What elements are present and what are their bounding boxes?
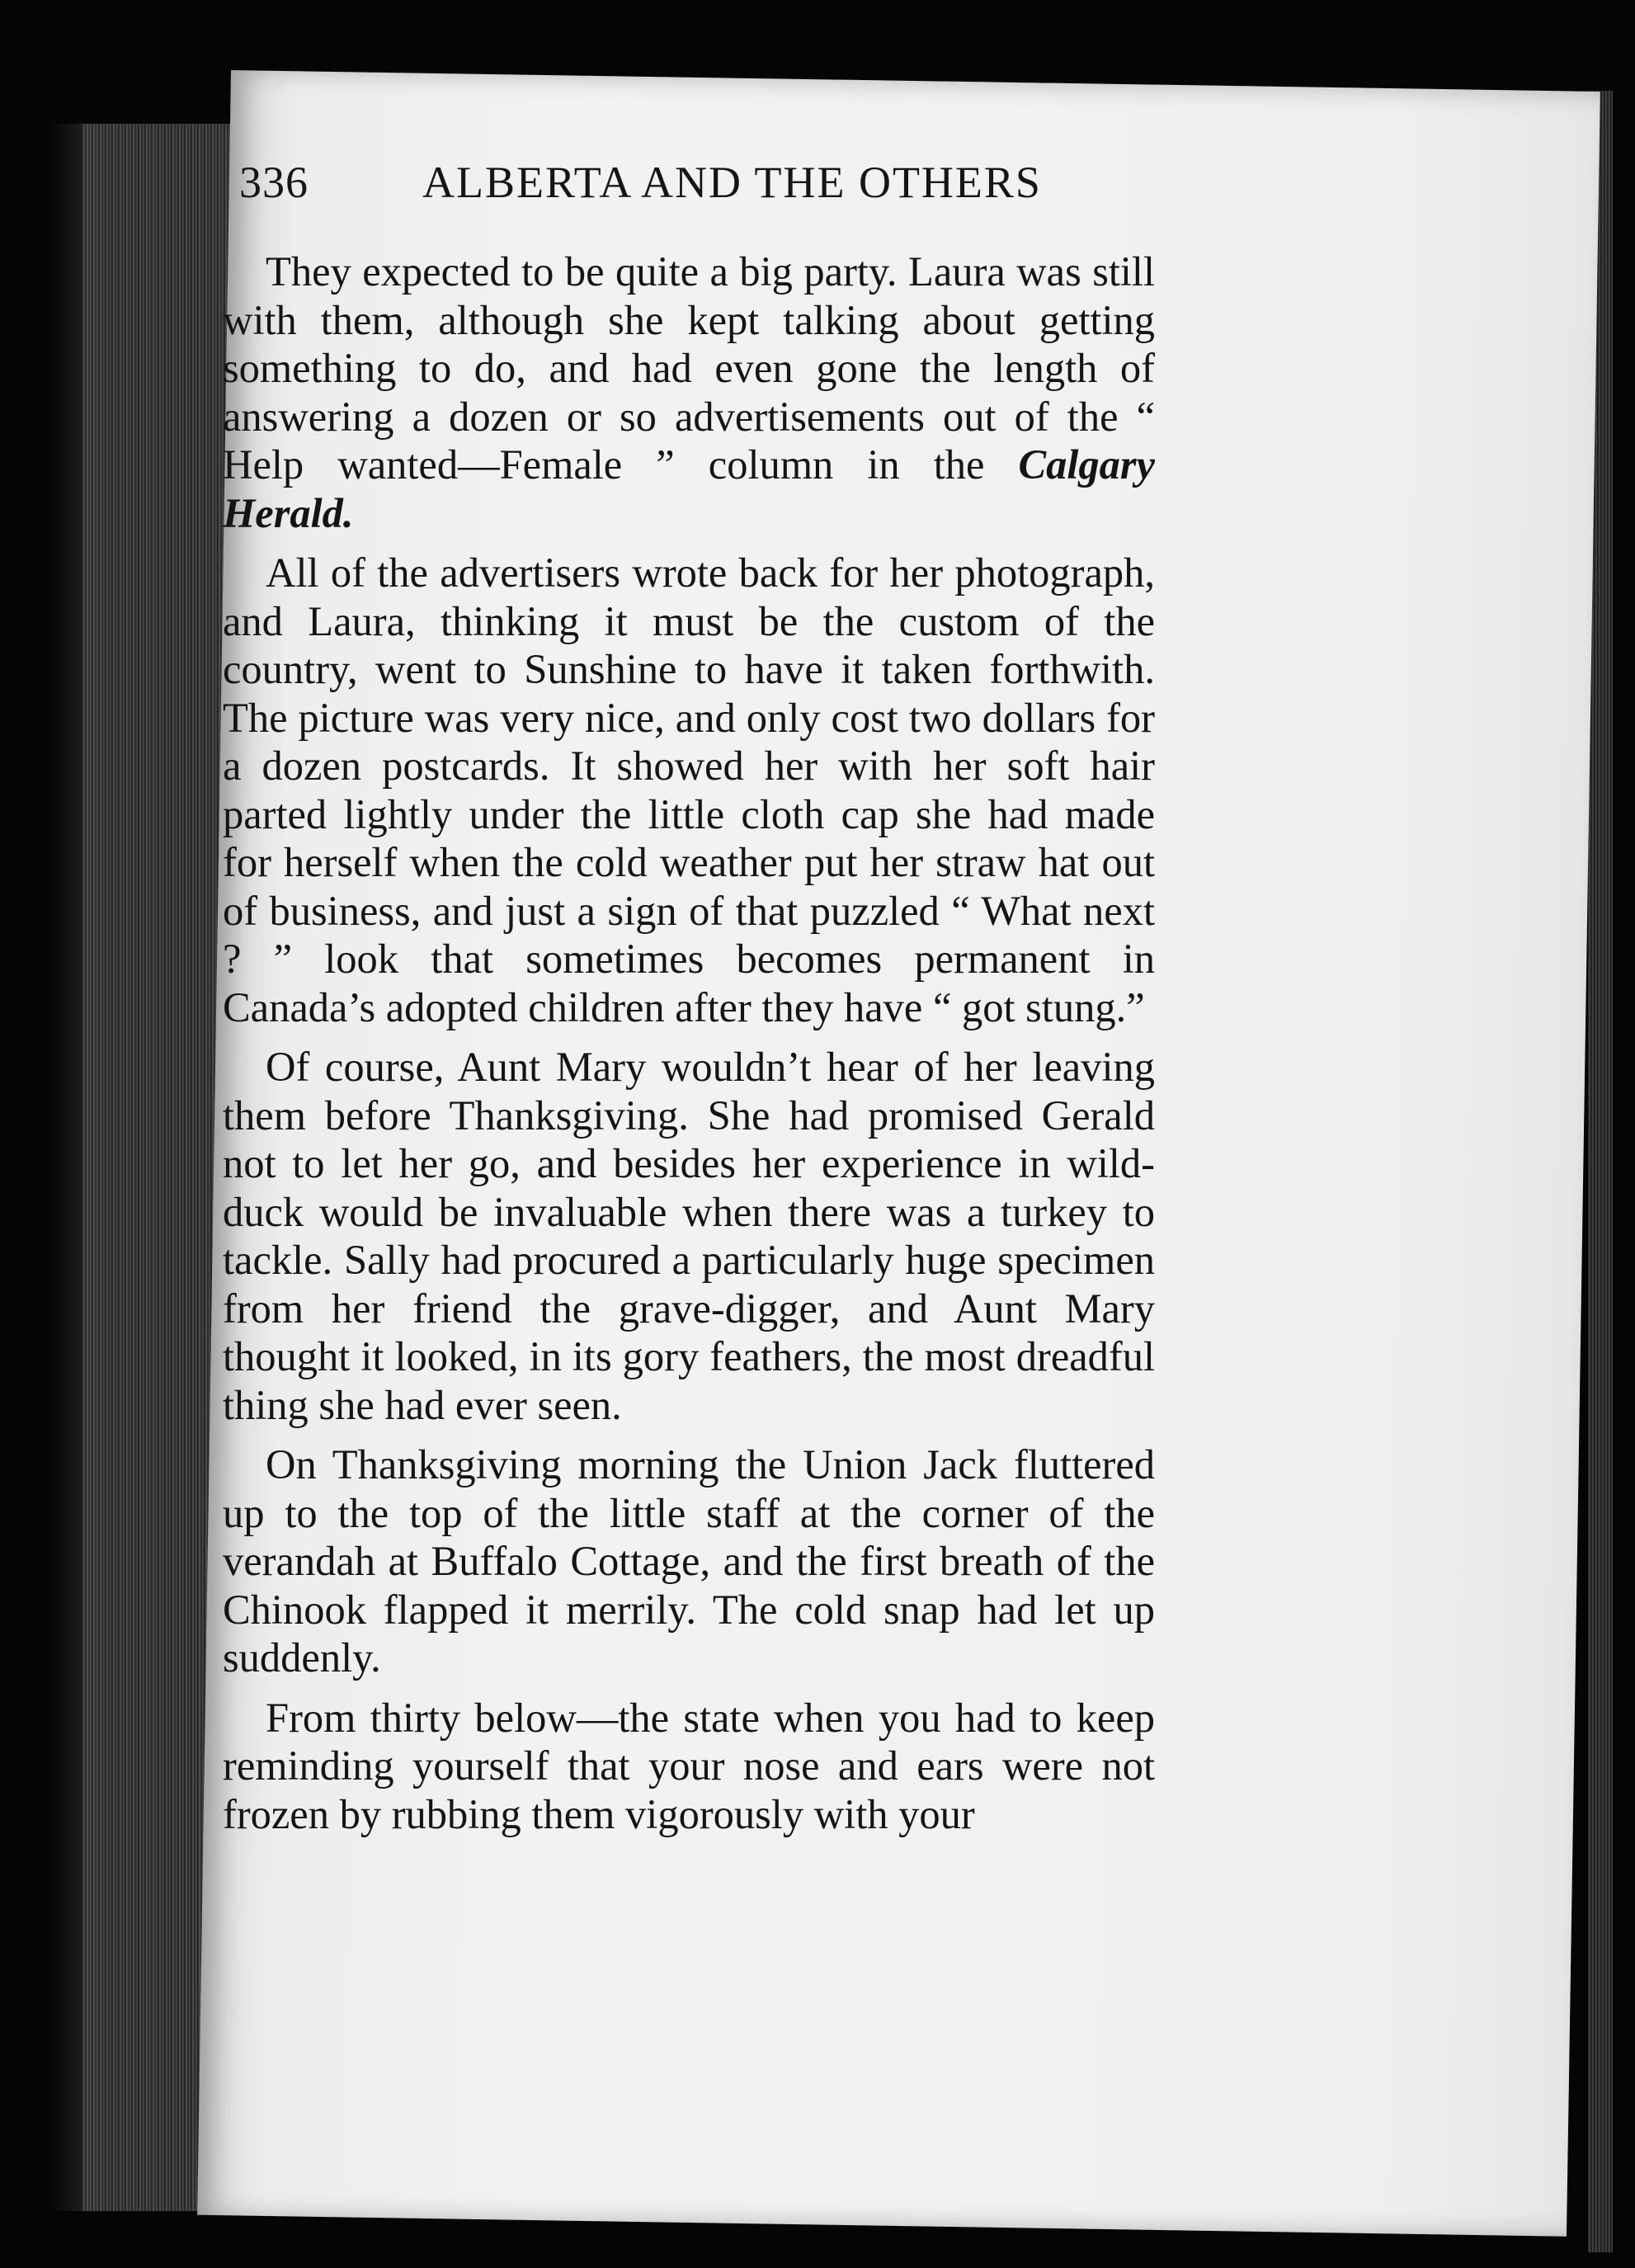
paragraph-4	[223, 1440, 1155, 1682]
paragraph-2	[223, 549, 1155, 1031]
running-title: ALBERTA AND THE OTHERS	[422, 158, 1042, 207]
paragraph-4-text: On Thanksgiving morning the Union Jack fluttered up to the top of the little staff at the corner of the verandah at Buffalo Cottage, and the first breath of the Chinook flapped it merrily. The cold snap had let up suddenly.	[223, 1441, 1155, 1681]
paragraph-1-text: They expected to be quite a big party. Laura was still with them, although she kept talking about getting something to do, and had even gone the length of answering a dozen or so advertisements out of the “ Help wanted—Female ” column in the	[223, 248, 1155, 488]
newspaper-title: Calgary Herald.	[223, 441, 1155, 536]
paragraph-3-text: Of course, Aunt Mary wouldn’t hear of her leaving them before Thanksgiving. She had promised Gerald not to let her go, and besides her experience in wild-duck would be invaluable when there was a turkey to tackle. Sally had procured a particularly huge specimen from her friend the grave-digger, and Aunt Mary thought it looked, in its gory feathers, the most dreadful thing she had ever seen.	[223, 1044, 1155, 1428]
paragraph-3	[223, 1043, 1155, 1429]
paragraph-5-text: From thirty below—the state when you had to keep reminding yourself that your nose and ears were not frozen by rubbing them vigorously with your	[223, 1694, 1155, 1837]
page-number: 336	[239, 158, 309, 207]
paragraph-5	[223, 1694, 1155, 1839]
body-text	[223, 248, 1155, 1838]
paragraph-2-text: All of the advertisers wrote back for her photograph, and Laura, thinking it must be the custom of the country, went to Sunshine to have it taken forthwith. The picture was very nice, and only cost two dollars for a dozen postcards. It showed her with her soft hair parted lightly under the little cloth cap she had made for herself when the cold weather put her straw hat out of business, and just a sign of that puzzled “ What next ? ” look that sometimes becomes permanent in Canada’s adopted children after they have “ got stung.”	[223, 549, 1155, 1030]
paragraph-1	[223, 248, 1155, 537]
